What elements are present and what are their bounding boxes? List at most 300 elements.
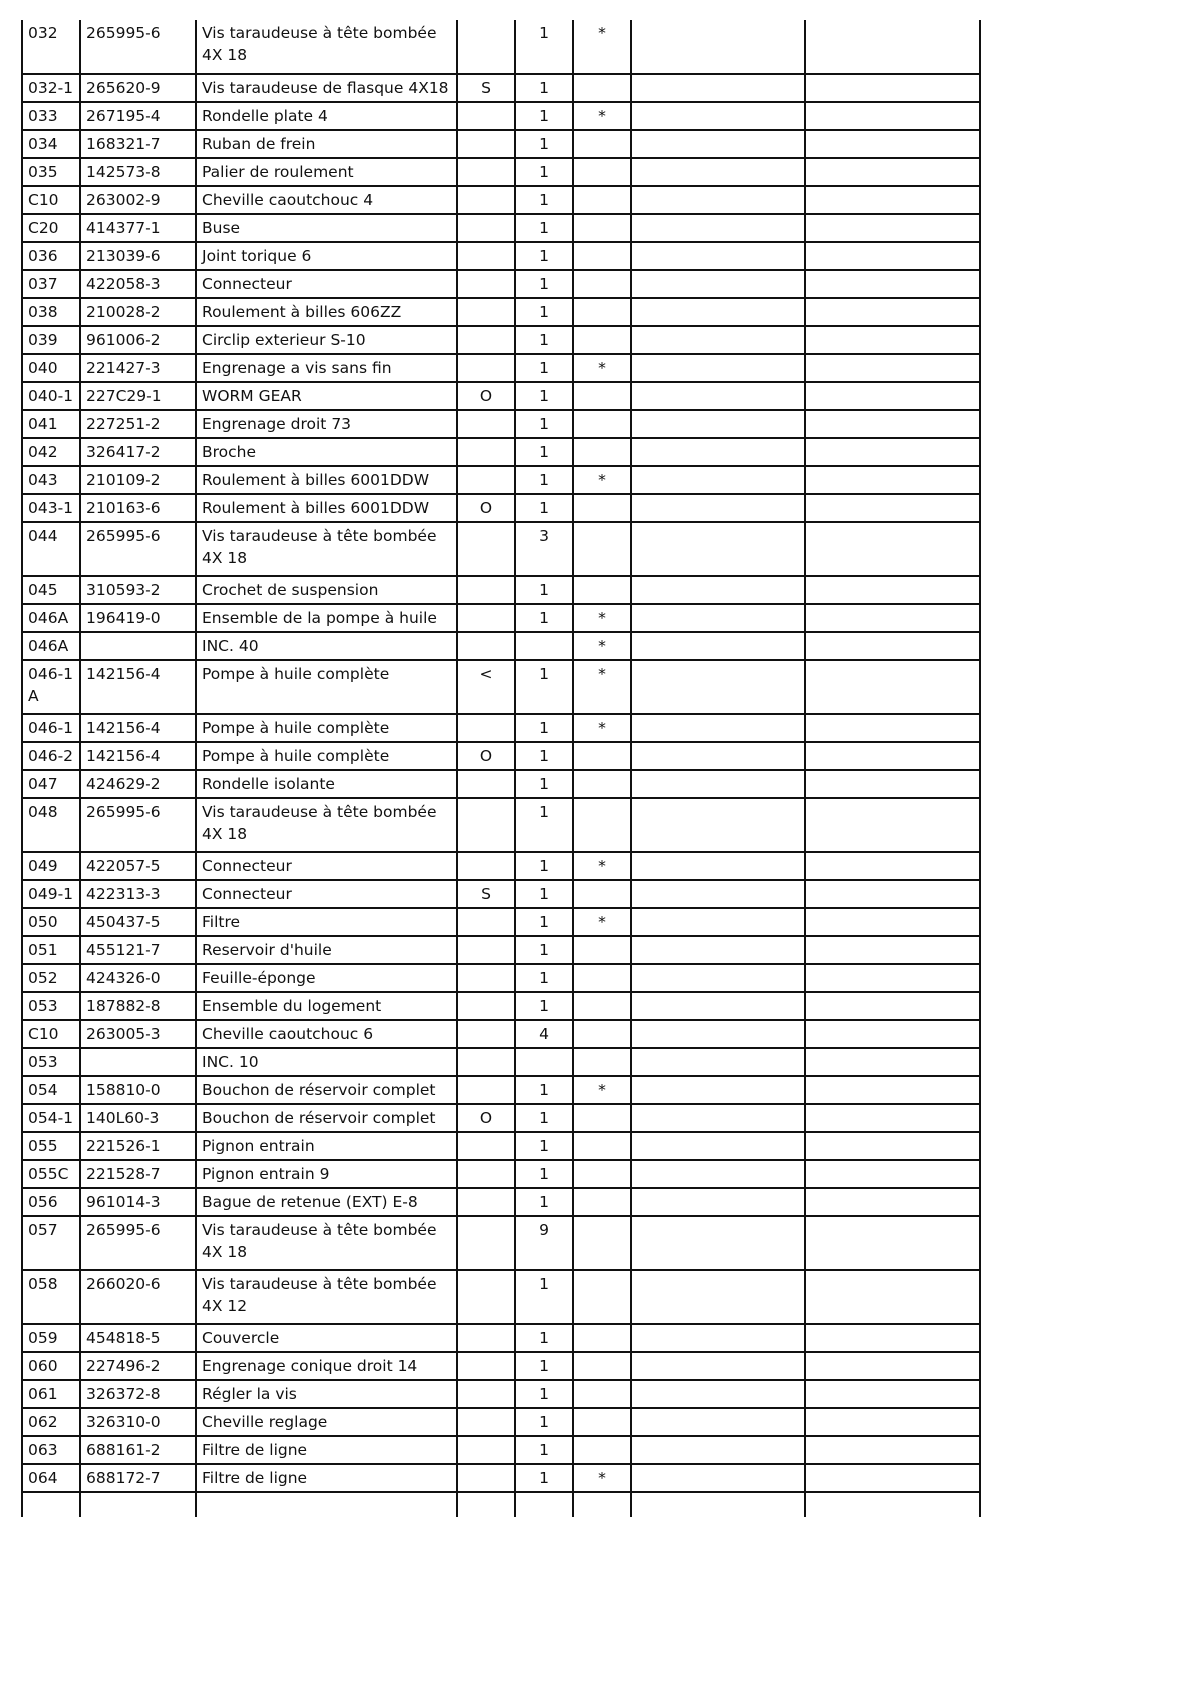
blank-cell [631, 270, 805, 298]
part-number-cell: 688161-2 [80, 1436, 196, 1464]
description-cell: Palier de roulement [196, 158, 457, 186]
blank-cell [805, 494, 980, 522]
table-row [22, 1076, 980, 1104]
table-row [22, 1160, 980, 1188]
blank-cell [631, 1076, 805, 1104]
quantity-cell: 1 [515, 770, 573, 798]
note-cell: O [457, 494, 515, 522]
blank-cell [805, 1076, 980, 1104]
blank-cell [80, 1492, 196, 1517]
item-code-cell: 043-1 [22, 494, 80, 522]
marker-cell [573, 1352, 631, 1380]
blank-cell [631, 102, 805, 130]
blank-cell [805, 242, 980, 270]
marker-cell: * [573, 20, 631, 74]
blank-cell [631, 660, 805, 714]
item-code-cell: 044 [22, 522, 80, 576]
marker-cell: * [573, 354, 631, 382]
note-cell [457, 936, 515, 964]
table-row [22, 798, 980, 852]
quantity-cell: 1 [515, 1436, 573, 1464]
blank-cell [631, 576, 805, 604]
quantity-cell: 4 [515, 1020, 573, 1048]
blank-cell [631, 1132, 805, 1160]
note-cell [457, 1132, 515, 1160]
part-number-cell: 961006-2 [80, 326, 196, 354]
quantity-cell: 1 [515, 382, 573, 410]
quantity-cell: 1 [515, 298, 573, 326]
marker-cell: * [573, 852, 631, 880]
blank-cell [805, 1408, 980, 1436]
marker-cell [573, 1160, 631, 1188]
part-number-cell: 422313-3 [80, 880, 196, 908]
table-row [22, 1324, 980, 1352]
note-cell [457, 130, 515, 158]
description-cell: Pignon entrain [196, 1132, 457, 1160]
item-code-cell: 048 [22, 798, 80, 852]
note-cell [457, 964, 515, 992]
description-cell: Joint torique 6 [196, 242, 457, 270]
table-row [22, 522, 980, 576]
description-cell: Ensemble du logement [196, 992, 457, 1020]
marker-cell [573, 326, 631, 354]
blank-cell [631, 798, 805, 852]
parts-list-sheet [21, 20, 979, 1517]
quantity-cell: 1 [515, 1324, 573, 1352]
item-code-cell: 054-1 [22, 1104, 80, 1132]
description-cell: Pompe à huile complète [196, 714, 457, 742]
description-cell: Cheville caoutchouc 6 [196, 1020, 457, 1048]
blank-cell [805, 1216, 980, 1270]
marker-cell [573, 1048, 631, 1076]
table-row [22, 242, 980, 270]
blank-cell [805, 522, 980, 576]
marker-cell: * [573, 908, 631, 936]
note-cell [457, 1352, 515, 1380]
item-code-cell: 046-1 [22, 714, 80, 742]
table-row [22, 438, 980, 466]
part-number-cell [80, 632, 196, 660]
blank-cell [805, 298, 980, 326]
blank-cell [805, 992, 980, 1020]
item-code-cell: 056 [22, 1188, 80, 1216]
description-cell: Vis taraudeuse à tête bombée 4X 18 [196, 20, 457, 74]
part-number-cell: 158810-0 [80, 1076, 196, 1104]
quantity-cell: 1 [515, 714, 573, 742]
blank-cell [196, 1492, 457, 1517]
marker-cell: * [573, 1076, 631, 1104]
blank-cell [805, 74, 980, 102]
table-row [22, 660, 980, 714]
item-code-cell: 055C [22, 1160, 80, 1188]
description-cell: Engrenage a vis sans fin [196, 354, 457, 382]
blank-cell [631, 326, 805, 354]
blank-cell [805, 852, 980, 880]
table-row [22, 214, 980, 242]
table-row [22, 1270, 980, 1324]
marker-cell [573, 1380, 631, 1408]
quantity-cell: 1 [515, 604, 573, 632]
note-cell [457, 354, 515, 382]
table-row [22, 20, 980, 74]
note-cell [457, 798, 515, 852]
blank-cell [631, 714, 805, 742]
blank-cell [805, 1380, 980, 1408]
quantity-cell: 1 [515, 494, 573, 522]
marker-cell [573, 298, 631, 326]
table-row [22, 298, 980, 326]
part-number-cell: 227496-2 [80, 1352, 196, 1380]
table-row [22, 1352, 980, 1380]
quantity-cell: 1 [515, 438, 573, 466]
description-cell: Broche [196, 438, 457, 466]
blank-cell [631, 158, 805, 186]
marker-cell: * [573, 466, 631, 494]
marker-cell [573, 494, 631, 522]
note-cell [457, 1324, 515, 1352]
description-cell: Filtre [196, 908, 457, 936]
item-code-cell: 046-2 [22, 742, 80, 770]
table-row [22, 186, 980, 214]
item-code-cell: 035 [22, 158, 80, 186]
quantity-cell: 1 [515, 1132, 573, 1160]
blank-cell [631, 770, 805, 798]
blank-cell [631, 1380, 805, 1408]
blank-cell [805, 1132, 980, 1160]
blank-cell [457, 1492, 515, 1517]
blank-cell [805, 214, 980, 242]
item-code-cell: 060 [22, 1352, 80, 1380]
part-number-cell [80, 1048, 196, 1076]
item-code-cell: 059 [22, 1324, 80, 1352]
part-number-cell: 414377-1 [80, 214, 196, 242]
item-code-cell: 042 [22, 438, 80, 466]
note-cell [457, 1270, 515, 1324]
note-cell [457, 326, 515, 354]
description-cell: Circlip exterieur S-10 [196, 326, 457, 354]
table-row [22, 326, 980, 354]
note-cell [457, 632, 515, 660]
note-cell [457, 1048, 515, 1076]
quantity-cell: 1 [515, 186, 573, 214]
blank-cell [631, 214, 805, 242]
quantity-cell: 9 [515, 1216, 573, 1270]
blank-cell [631, 908, 805, 936]
marker-cell [573, 936, 631, 964]
table-row [22, 1380, 980, 1408]
blank-cell [631, 1408, 805, 1436]
item-code-cell: 032-1 [22, 74, 80, 102]
quantity-cell: 1 [515, 1380, 573, 1408]
blank-cell [805, 880, 980, 908]
part-number-cell: 263005-3 [80, 1020, 196, 1048]
description-cell: WORM GEAR [196, 382, 457, 410]
item-code-cell: 052 [22, 964, 80, 992]
note-cell [457, 20, 515, 74]
description-cell: Vis taraudeuse à tête bombée 4X 18 [196, 798, 457, 852]
blank-cell [631, 382, 805, 410]
blank-cell [805, 1104, 980, 1132]
note-cell [457, 1464, 515, 1492]
blank-cell [805, 1352, 980, 1380]
blank-cell [631, 410, 805, 438]
note-cell: S [457, 880, 515, 908]
blank-cell [631, 438, 805, 466]
blank-cell [805, 714, 980, 742]
blank-cell [631, 1324, 805, 1352]
description-cell: Bouchon de réservoir complet [196, 1076, 457, 1104]
part-number-cell: 221526-1 [80, 1132, 196, 1160]
blank-cell [631, 1048, 805, 1076]
description-cell: Connecteur [196, 270, 457, 298]
part-number-cell: 422057-5 [80, 852, 196, 880]
note-cell [457, 466, 515, 494]
item-code-cell: 038 [22, 298, 80, 326]
marker-cell [573, 1408, 631, 1436]
item-code-cell: 053 [22, 992, 80, 1020]
table-row [22, 1048, 980, 1076]
marker-cell [573, 770, 631, 798]
item-code-cell: 046-1 A [22, 660, 80, 714]
note-cell [457, 1436, 515, 1464]
quantity-cell: 1 [515, 410, 573, 438]
note-cell [457, 186, 515, 214]
note-cell [457, 1076, 515, 1104]
quantity-cell: 1 [515, 270, 573, 298]
blank-cell [631, 186, 805, 214]
blank-cell [805, 576, 980, 604]
table-row [22, 964, 980, 992]
blank-cell [805, 1464, 980, 1492]
table-row [22, 1188, 980, 1216]
item-code-cell: 049 [22, 852, 80, 880]
marker-cell: * [573, 660, 631, 714]
marker-cell [573, 214, 631, 242]
blank-cell [805, 1270, 980, 1324]
quantity-cell [515, 632, 573, 660]
quantity-cell: 1 [515, 158, 573, 186]
part-number-cell: 454818-5 [80, 1324, 196, 1352]
blank-cell [805, 270, 980, 298]
table-row [22, 936, 980, 964]
part-number-cell: 210163-6 [80, 494, 196, 522]
description-cell: Pignon entrain 9 [196, 1160, 457, 1188]
note-cell: O [457, 1104, 515, 1132]
blank-cell [631, 880, 805, 908]
blank-cell [631, 74, 805, 102]
note-cell [457, 714, 515, 742]
blank-cell [631, 1492, 805, 1517]
table-row [22, 410, 980, 438]
marker-cell: * [573, 1464, 631, 1492]
note-cell [457, 214, 515, 242]
blank-cell [631, 852, 805, 880]
description-cell: Vis taraudeuse à tête bombée 4X 18 [196, 1216, 457, 1270]
part-number-cell: 263002-9 [80, 186, 196, 214]
blank-cell [805, 632, 980, 660]
item-code-cell: 037 [22, 270, 80, 298]
marker-cell [573, 964, 631, 992]
description-cell: Régler la vis [196, 1380, 457, 1408]
table-row [22, 270, 980, 298]
table-row [22, 1464, 980, 1492]
description-cell: Filtre de ligne [196, 1464, 457, 1492]
note-cell [457, 522, 515, 576]
marker-cell [573, 130, 631, 158]
item-code-cell: 063 [22, 1436, 80, 1464]
blank-cell [805, 936, 980, 964]
item-code-cell: 058 [22, 1270, 80, 1324]
quantity-cell: 3 [515, 522, 573, 576]
table-row [22, 576, 980, 604]
blank-cell [631, 1188, 805, 1216]
quantity-cell: 1 [515, 354, 573, 382]
description-cell: Cheville reglage [196, 1408, 457, 1436]
marker-cell: * [573, 714, 631, 742]
marker-cell [573, 522, 631, 576]
blank-cell [805, 742, 980, 770]
blank-cell [631, 1216, 805, 1270]
marker-cell [573, 1270, 631, 1324]
parts-table [21, 20, 981, 1517]
blank-cell [22, 1492, 80, 1517]
quantity-cell: 1 [515, 102, 573, 130]
table-row [22, 1104, 980, 1132]
quantity-cell: 1 [515, 326, 573, 354]
note-cell [457, 576, 515, 604]
blank-cell [631, 1160, 805, 1188]
quantity-cell: 1 [515, 214, 573, 242]
item-code-cell: 040 [22, 354, 80, 382]
note-cell [457, 1408, 515, 1436]
marker-cell: * [573, 604, 631, 632]
part-number-cell: 422058-3 [80, 270, 196, 298]
part-number-cell: 310593-2 [80, 576, 196, 604]
table-row [22, 1436, 980, 1464]
item-code-cell: 043 [22, 466, 80, 494]
marker-cell [573, 242, 631, 270]
blank-cell [805, 1188, 980, 1216]
note-cell [457, 298, 515, 326]
description-cell: Engrenage conique droit 14 [196, 1352, 457, 1380]
part-number-cell: 142156-4 [80, 742, 196, 770]
description-cell: Crochet de suspension [196, 576, 457, 604]
marker-cell [573, 1132, 631, 1160]
blank-cell [805, 1160, 980, 1188]
quantity-cell: 1 [515, 936, 573, 964]
blank-cell [631, 632, 805, 660]
quantity-cell: 1 [515, 1188, 573, 1216]
quantity-cell: 1 [515, 1408, 573, 1436]
blank-cell [631, 354, 805, 382]
description-cell: Cheville caoutchouc 4 [196, 186, 457, 214]
description-cell: Filtre de ligne [196, 1436, 457, 1464]
note-cell [457, 102, 515, 130]
part-number-cell: 221427-3 [80, 354, 196, 382]
blank-cell [805, 964, 980, 992]
blank-cell [805, 20, 980, 74]
description-cell: Roulement à billes 6001DDW [196, 494, 457, 522]
item-code-cell: 061 [22, 1380, 80, 1408]
marker-cell [573, 1216, 631, 1270]
marker-cell [573, 158, 631, 186]
description-cell: Roulement à billes 6001DDW [196, 466, 457, 494]
quantity-cell: 1 [515, 1076, 573, 1104]
blank-cell [515, 1492, 573, 1517]
marker-cell: * [573, 632, 631, 660]
description-cell: Vis taraudeuse de flasque 4X18 [196, 74, 457, 102]
blank-cell [805, 102, 980, 130]
item-code-cell: 032 [22, 20, 80, 74]
part-number-cell: 450437-5 [80, 908, 196, 936]
item-code-cell: 051 [22, 936, 80, 964]
quantity-cell: 1 [515, 242, 573, 270]
blank-cell [631, 130, 805, 158]
blank-cell [631, 466, 805, 494]
table-row [22, 714, 980, 742]
item-code-cell: 033 [22, 102, 80, 130]
item-code-cell: C10 [22, 1020, 80, 1048]
quantity-cell: 1 [515, 576, 573, 604]
item-code-cell: C20 [22, 214, 80, 242]
blank-cell [631, 936, 805, 964]
table-row-empty [22, 1492, 980, 1517]
description-cell: Pompe à huile complète [196, 660, 457, 714]
blank-cell [631, 20, 805, 74]
description-cell: Engrenage droit 73 [196, 410, 457, 438]
note-cell [457, 1020, 515, 1048]
item-code-cell: 046A [22, 604, 80, 632]
blank-cell [805, 382, 980, 410]
note-cell [457, 1160, 515, 1188]
part-number-cell: 227251-2 [80, 410, 196, 438]
quantity-cell [515, 1048, 573, 1076]
blank-cell [805, 798, 980, 852]
note-cell: O [457, 382, 515, 410]
part-number-cell: 168321-7 [80, 130, 196, 158]
blank-cell [631, 742, 805, 770]
blank-cell [631, 964, 805, 992]
blank-cell [573, 1492, 631, 1517]
table-row [22, 908, 980, 936]
blank-cell [631, 1104, 805, 1132]
marker-cell [573, 270, 631, 298]
quantity-cell: 1 [515, 964, 573, 992]
item-code-cell: 045 [22, 576, 80, 604]
description-cell: Bouchon de réservoir complet [196, 1104, 457, 1132]
part-number-cell: 326417-2 [80, 438, 196, 466]
marker-cell [573, 186, 631, 214]
blank-cell [805, 1324, 980, 1352]
table-row [22, 158, 980, 186]
part-number-cell: 455121-7 [80, 936, 196, 964]
blank-cell [631, 1436, 805, 1464]
item-code-cell: 034 [22, 130, 80, 158]
blank-cell [805, 186, 980, 214]
marker-cell [573, 1104, 631, 1132]
note-cell [457, 908, 515, 936]
quantity-cell: 1 [515, 1104, 573, 1132]
blank-cell [805, 438, 980, 466]
note-cell: < [457, 660, 515, 714]
description-cell: INC. 10 [196, 1048, 457, 1076]
table-row [22, 1216, 980, 1270]
marker-cell [573, 798, 631, 852]
description-cell: Buse [196, 214, 457, 242]
table-row [22, 770, 980, 798]
note-cell [457, 1216, 515, 1270]
blank-cell [805, 770, 980, 798]
